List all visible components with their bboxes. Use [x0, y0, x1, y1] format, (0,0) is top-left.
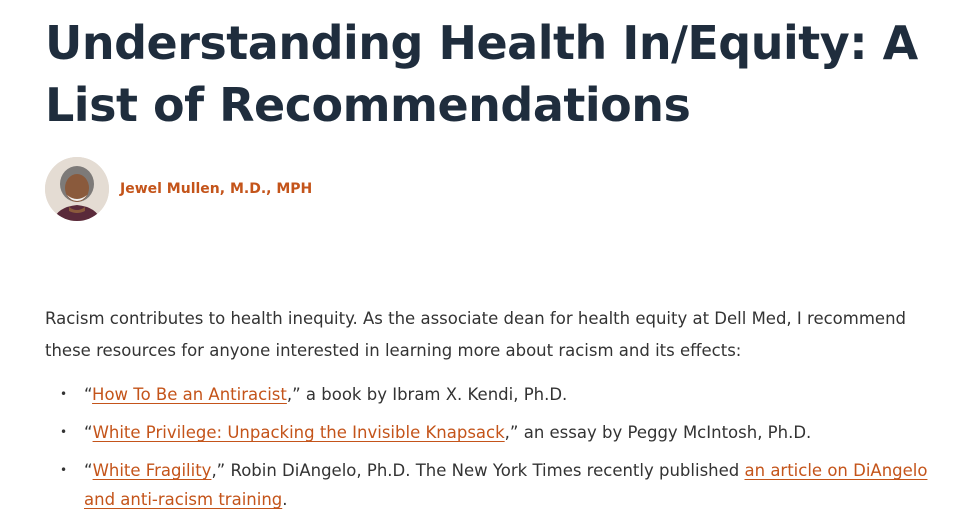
- open-quote: “: [84, 423, 93, 442]
- resource-link-white-privilege[interactable]: White Privilege: Unpacking the Invisible Knapsack: [92, 423, 505, 442]
- item-end: .: [282, 490, 288, 509]
- open-quote: “: [84, 461, 93, 480]
- author-photo-icon: [45, 157, 109, 221]
- resource-link-antiracist[interactable]: How To Be an Antiracist: [92, 385, 287, 404]
- resource-link-nyt-article[interactable]: an article on DiAngelo and anti-racism training: [84, 461, 928, 509]
- author-byline: [45, 157, 312, 221]
- item-description: ,” a book by Ibram X. Kendi, Ph.D.: [286, 385, 568, 404]
- bullet: •: [60, 425, 68, 439]
- list-item: [45, 456, 935, 514]
- intro-paragraph: Racism contributes to health inequity. As the associate dean for health equity at Dell Med, I recommend these resources for anyone interested in learning more about racism and its effects:: [45, 309, 907, 360]
- item-description: ,” an essay by Peggy McIntosh, Ph.D.: [504, 423, 812, 442]
- list-item: [45, 380, 935, 409]
- bullet: •: [60, 387, 68, 401]
- bullet: •: [60, 463, 68, 477]
- page-title: Understanding Health In/Equity: A List of Recommendations: [45, 16, 918, 132]
- author-avatar[interactable]: [45, 157, 109, 221]
- item-description: ,” Robin DiAngelo, Ph.D. The New York Times recently published: [211, 461, 745, 480]
- resource-list: [45, 380, 935, 523]
- list-item: [45, 418, 935, 447]
- author-name-link[interactable]: Jewel Mullen, M.D., MPH: [120, 181, 313, 197]
- resource-link-white-fragility[interactable]: White Fragility: [92, 461, 212, 480]
- open-quote: “: [84, 385, 93, 404]
